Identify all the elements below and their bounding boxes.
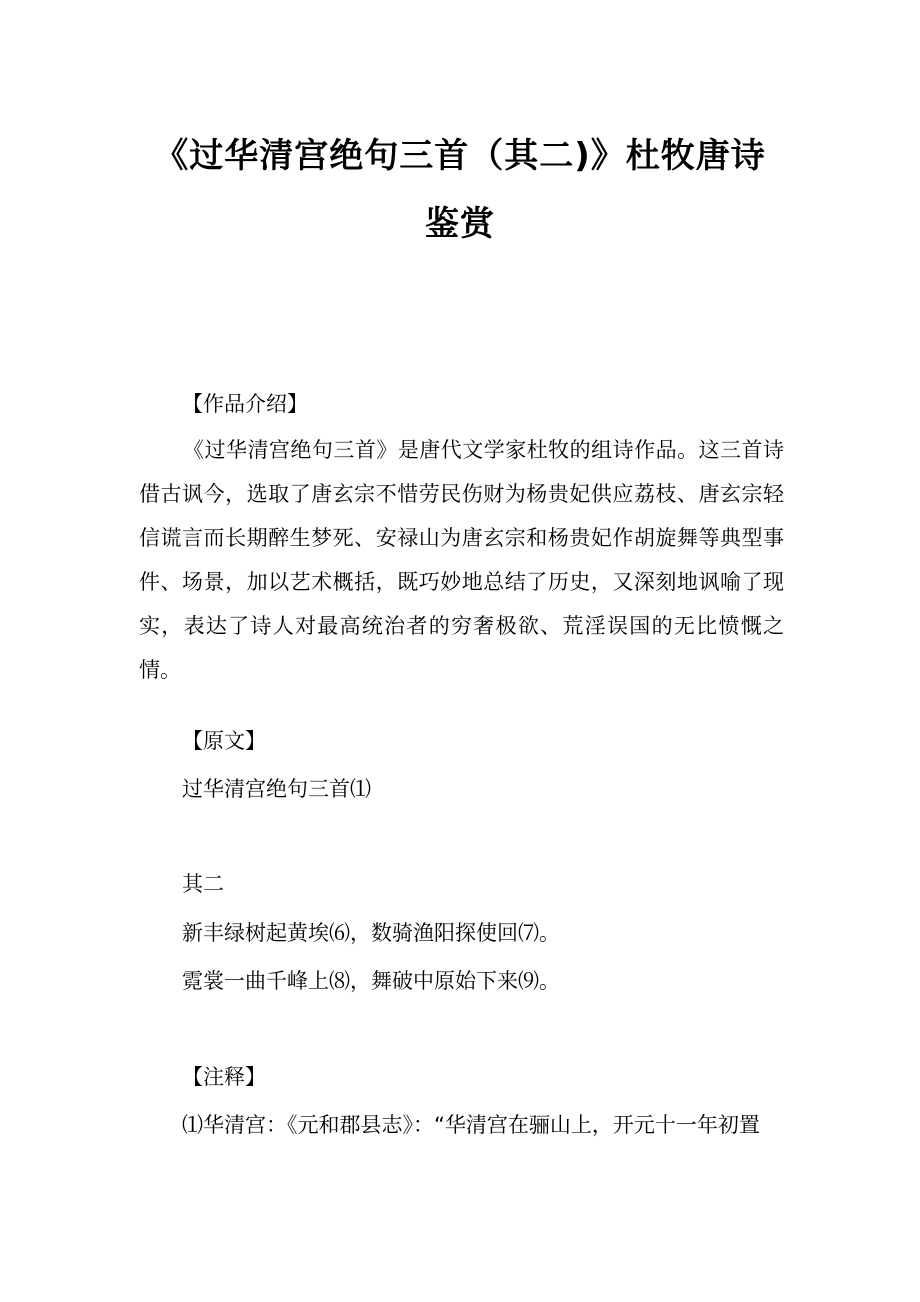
note-item: ⑴华清宫：《元和郡县志》：“华清宫在骊山上，开元十一年初置 <box>182 1113 760 1137</box>
notes-heading: 【注释】 <box>182 1065 266 1089</box>
poem-line-1: 新丰绿树起黄埃⑹，数骑渔阳探使回⑺。 <box>182 921 560 945</box>
poem-part: 其二 <box>182 872 224 896</box>
intro-heading: 【作品介绍】 <box>182 392 308 416</box>
page-title: 《过华清宫绝句三首（其二)》杜牧唐诗鉴赏 <box>154 136 766 244</box>
poem-line-2: 霓裳一曲千峰上⑻，舞破中原始下来⑼。 <box>182 969 560 993</box>
original-heading: 【原文】 <box>182 729 266 753</box>
poem-title: 过华清宫绝句三首⑴ <box>182 777 371 801</box>
intro-paragraph: 《过华清宫绝句三首》是唐代文学家杜牧的组诗作品。这三首诗借古讽今，选取了唐玄宗不惜劳民伤财为杨贵妃供应荔枝、唐玄宗轻信谎言而长期醉生梦死、安禄山为唐玄宗和杨贵妃作胡旋舞等典型事件、场景，加以艺术概括，既巧妙地总结了历史，又深刻地讽喻了现实，表达了诗人对最高统治者的穷奢极欲、荒淫误国的无比愤慨之情。 <box>139 438 784 682</box>
